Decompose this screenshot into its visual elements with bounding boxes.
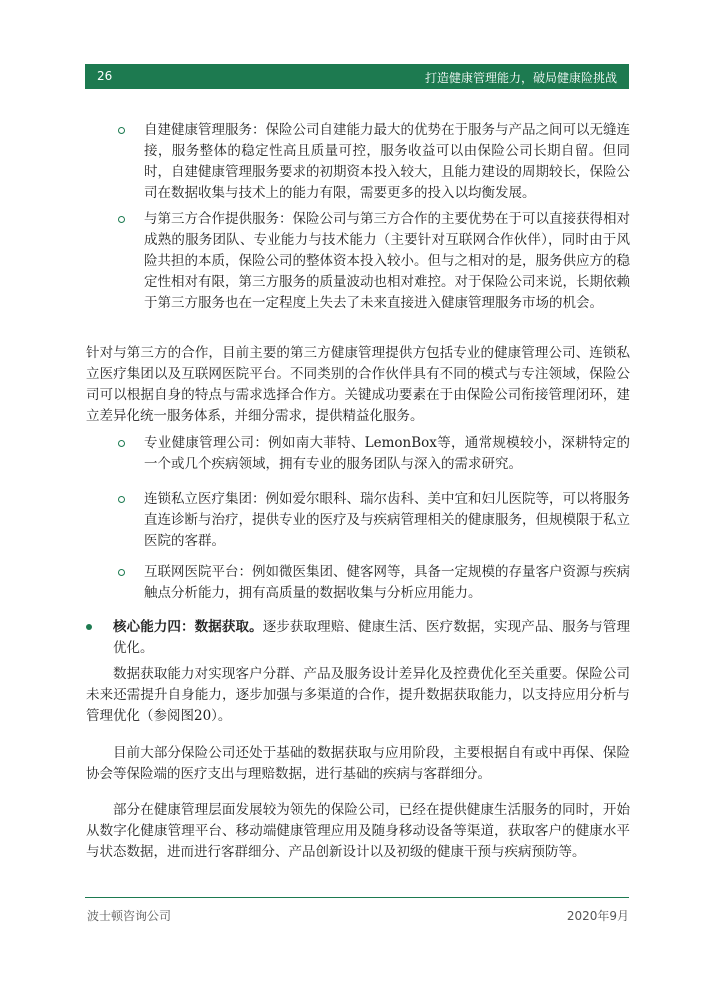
- body-paragraph: 针对与第三方的合作，目前主要的第三方健康管理提供方包括专业的健康管理公司、连锁私立医疗集团以及互联网医院平台。不同类别的合作伙伴具有不同的模式与专注领域，保险公司可以根据自身的特点与需求选择合作方。关键成功要素在于由保险公司衔接管理闭环，建立差异化统一服务体系，并细分需求，提供精益化服务。: [86, 345, 630, 424]
- core-capability-heading: 核心能力四：数据获取。: [113, 619, 263, 635]
- list-item-text: 自建健康管理服务：保险公司自建能力最大的优势在于服务与产品之间可以无缝连接，服务整体的稳定性高且质量可控，服务收益可以由保险公司长期自留。但同时，自建健康管理服务要求的初期资本投入较大，且能力建设的周期较长，保险公司在数据收集与技术上的能力有限，需要更多的投入以均衡发展。: [144, 122, 630, 201]
- ring-bullet-icon: [118, 496, 125, 503]
- page-header: [85, 64, 629, 89]
- ring-bullet-icon: [118, 127, 125, 134]
- core-capability-description: 逐步获取理赔、健康生活、医疗数据，实现产品、服务与管理优化。: [113, 619, 631, 656]
- header-title: 打造健康管理能力，破局健康险挑战: [424, 71, 617, 85]
- ring-bullet-icon: [118, 440, 125, 447]
- body-paragraph: 数据获取能力对实现客户分群、产品及服务设计差异化及控费优化至关重要。保险公司未来还需提升自身能力，逐步加强与多渠道的合作，提升数据获取能力，以支持应用分析与管理优化（参阅图20）。: [86, 666, 630, 724]
- ring-bullet-icon: [118, 216, 125, 223]
- footer-date: 2020年9月: [566, 909, 629, 923]
- list-item-text: 互联网医院平台：例如微医集团、健客网等，具备一定规模的存量客户资源与疾病触点分析能力，拥有高质量的数据收集与分析应用能力。: [144, 564, 630, 601]
- body-paragraph: 部分在健康管理层面发展较为领先的保险公司，已经在提供健康生活服务的同时，开始从数字化健康管理平台、移动端健康管理应用及随身移动设备等渠道，获取客户的健康水平与状态数据，进而进行客群细分、产品创新设计以及初级的健康干预与疾病预防等。: [86, 802, 630, 860]
- footer-divider: [85, 897, 629, 898]
- body-paragraph: 目前大部分保险公司还处于基础的数据获取与应用阶段，主要根据自有或中再保、保险协会等保险端的医疗支出与理赔数据，进行基础的疾病与客群细分。: [86, 745, 630, 782]
- list-item-text: 与第三方合作提供服务：保险公司与第三方合作的主要优势在于可以直接获得相对成熟的服务团队、专业能力与技术能力（主要针对互联网合作伙伴），同时由于风险共担的本质，保险公司的整体资本投入较小。但与之相对的是，服务供应方的稳定性相对有限，第三方服务的质量波动也相对难控。对于保险公司来说，长期依赖于第三方服务也在一定程度上失去了未来直接进入健康管理服务市场的机会。: [144, 211, 630, 311]
- list-item-text: 专业健康管理公司：例如南大菲特、LemonBox等，通常规模较小，深耕特定的一个或几个疾病领域，拥有专业的服务团队与深入的需求研究。: [144, 435, 630, 472]
- bullet-dot-icon: [86, 624, 92, 630]
- list-item-text: 连锁私立医疗集团：例如爱尔眼科、瑞尔齿科、美中宜和妇儿医院等，可以将服务直连诊断与治疗，提供专业的医疗及与疾病管理相关的健康服务，但规模限于私立医院的客群。: [144, 491, 630, 549]
- ring-bullet-icon: [118, 569, 125, 576]
- page-number: 26: [97, 69, 113, 83]
- footer-company: 波士顿咨询公司: [87, 909, 172, 923]
- core-capability-text: [113, 617, 630, 659]
